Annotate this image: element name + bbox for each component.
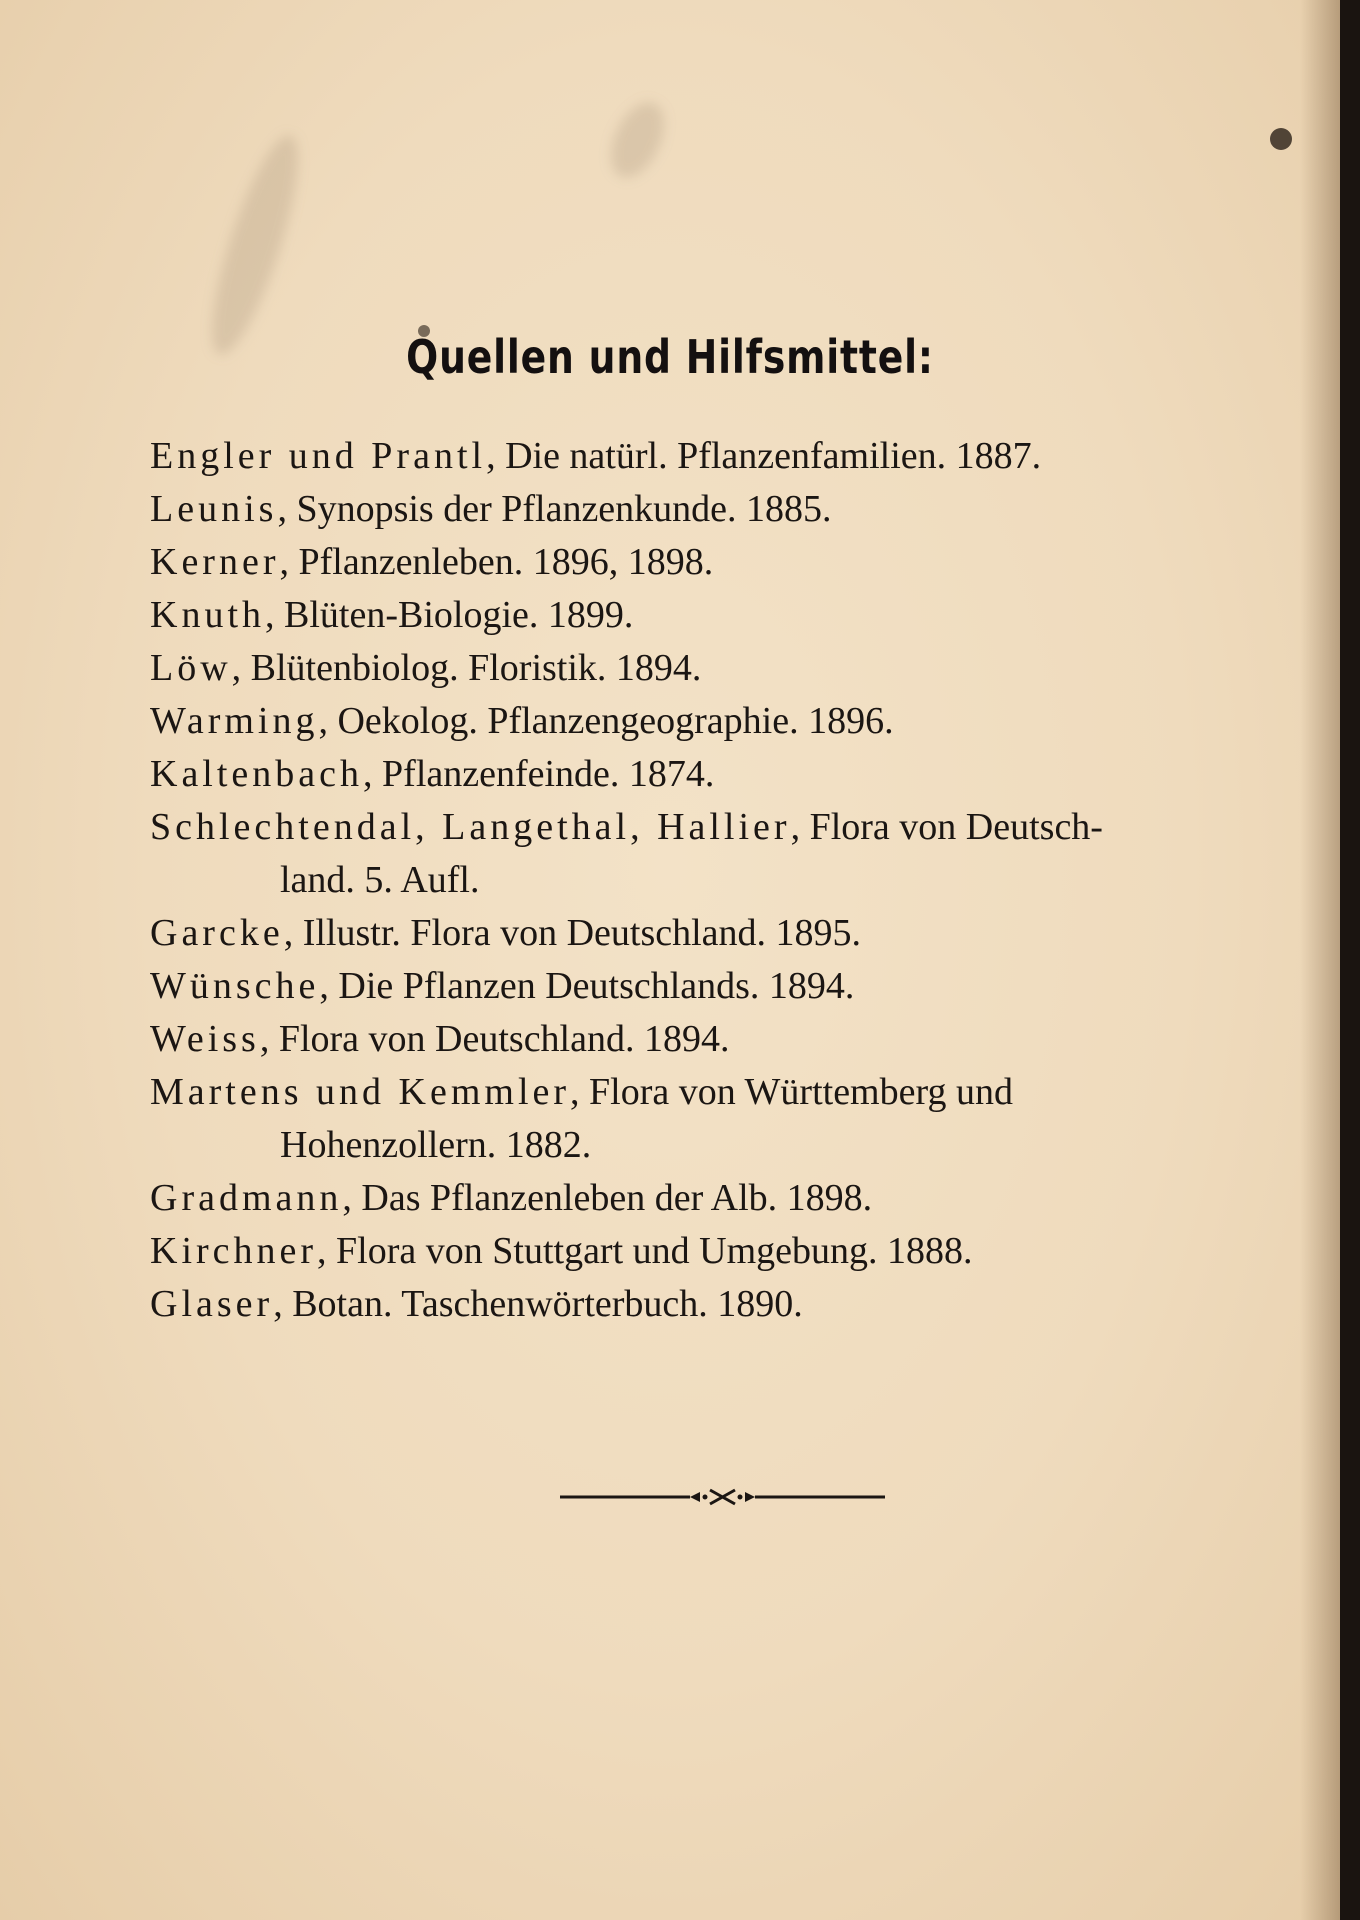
entry-detail: , Botan. Taschenwörterbuch. 1890. — [273, 1283, 803, 1325]
entry-author: Löw — [150, 647, 232, 689]
list-item — [150, 483, 1310, 536]
entry-detail: , Flora von Württemberg und — [570, 1071, 1013, 1113]
ornament-divider — [560, 1488, 885, 1506]
book-spine-edge — [1340, 0, 1360, 1920]
entry-detail: , Flora von Deutsch- — [790, 806, 1103, 848]
list-item — [150, 801, 1310, 854]
entry-author: Gradmann — [150, 1177, 343, 1219]
entry-author: Knuth — [150, 594, 265, 636]
entry-author: Engler und Prantl — [150, 435, 487, 477]
list-item — [150, 642, 1310, 695]
list-item-continuation — [150, 1119, 1310, 1172]
list-item — [150, 907, 1310, 960]
entry-author: Kaltenbach — [150, 753, 364, 795]
entry-detail: , Illustr. Flora von Deutschland. 1895. — [283, 912, 862, 954]
list-item-continuation — [150, 854, 1310, 907]
entry-detail: Hohenzollern. 1882. — [280, 1124, 592, 1166]
entry-author: Garcke — [150, 912, 284, 954]
entry-author: Glaser — [150, 1283, 274, 1325]
entry-author: Weiss — [150, 1018, 260, 1060]
list-item — [150, 1066, 1310, 1119]
entry-author: Martens und Kemmler — [150, 1071, 571, 1113]
entry-detail: , Pflanzenleben. 1896, 1898. — [279, 541, 714, 583]
entry-detail: , Blüten-Biologie. 1899. — [265, 594, 634, 636]
list-item — [150, 1225, 1310, 1278]
smudge-center — [600, 94, 675, 186]
list-item — [150, 430, 1310, 483]
list-item — [150, 1013, 1310, 1066]
entry-detail: land. 5. Aufl. — [280, 859, 480, 901]
list-item — [150, 536, 1310, 589]
list-item — [150, 960, 1310, 1013]
list-item — [150, 695, 1310, 748]
entry-detail: , Die Pflanzen Deutschlands. 1894. — [319, 965, 855, 1007]
entry-author: Leunis — [150, 488, 278, 530]
entry-author: Warming — [150, 700, 319, 742]
entry-detail: , Pflanzenfeinde. 1874. — [363, 753, 715, 795]
entry-author: Kerner — [150, 541, 280, 583]
entry-detail: , Blütenbiolog. Floristik. 1894. — [231, 647, 702, 689]
entry-detail: , Das Pflanzenleben der Alb. 1898. — [342, 1177, 873, 1219]
list-item — [150, 748, 1310, 801]
entry-author: Schlechtendal, Langethal, Hallier — [150, 806, 791, 848]
entry-detail: , Flora von Deutschland. 1894. — [259, 1018, 730, 1060]
entry-detail: , Oekolog. Pflanzengeographie. 1896. — [318, 700, 894, 742]
entry-author: Kirchner — [150, 1230, 318, 1272]
speck — [1270, 128, 1292, 150]
list-item — [150, 1278, 1310, 1331]
entry-author: Wünsche — [150, 965, 320, 1007]
entry-detail: , Synopsis der Pflanzenkunde. 1885. — [277, 488, 832, 530]
entry-detail: , Flora von Stuttgart und Umgebung. 1888. — [317, 1230, 973, 1272]
page-title: Quellen und Hilfsmittel: — [406, 330, 934, 384]
smudge-left — [196, 128, 315, 362]
list-item — [150, 1172, 1310, 1225]
entry-detail: , Die natürl. Pflanzenfamilien. 1887. — [486, 435, 1042, 477]
bibliography-list — [150, 430, 1310, 1331]
list-item — [150, 589, 1310, 642]
